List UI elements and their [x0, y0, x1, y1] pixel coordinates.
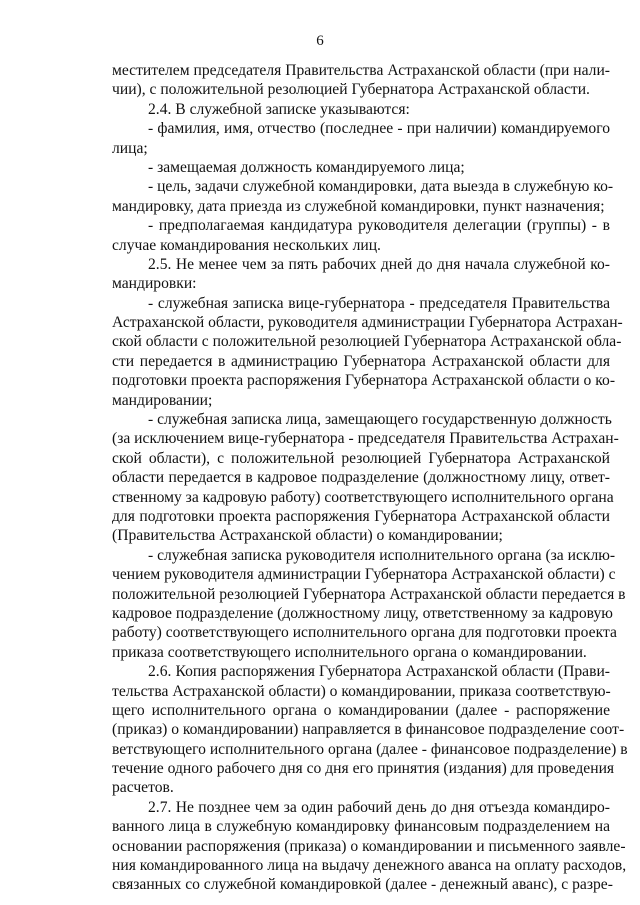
text-line: (за исключением вице-губернатора - председателя Правительства Астрахан-	[112, 430, 619, 448]
text-line: 2.6. Копия распоряжения Губернатора Астраханской области (Прави-	[148, 663, 610, 681]
text-line: подготовки проекта распоряжения Губернатора Астраханской области о ко-	[112, 372, 616, 390]
text-line: ния командированного лица на выдачу денежного аванса на оплату расходов,	[112, 857, 627, 875]
text-line: (приказ) о командировании) направляется в финансовое подразделение соот-	[112, 721, 625, 739]
text-line: мандировки:	[112, 275, 197, 293]
text-line: ветствующего исполнительного органа (далее - финансовое подразделение) в	[112, 740, 628, 758]
text-line: - предполагаемая кандидатура руководителя делегации (группы) - в	[148, 217, 610, 235]
text-line: работу) соответствующего исполнительного органа для подготовки проекта	[112, 624, 617, 642]
text-line: для подготовки проекта распоряжения Губернатора Астраханской области	[112, 507, 610, 525]
text-line: (Правительства Астраханской области) о командировании;	[112, 527, 503, 545]
text-line: - служебная записка лица, замещающего государственную должность	[148, 411, 612, 429]
text-line: мандировании;	[112, 391, 213, 409]
text-line: - служебная записка вице-губернатора - председателя Правительства	[148, 294, 610, 312]
text-line: случае командирования нескольких лиц.	[112, 236, 381, 254]
text-line: кадровое подразделение (должностному лицу, ответственному за кадровую	[112, 604, 613, 622]
text-line: 2.4. В служебной записке указываются:	[148, 100, 410, 118]
text-line: мандировку, дата приезда из служебной командировки, пункт назначения;	[112, 197, 605, 215]
text-line: основании распоряжения (приказа) о командировании и письменного заявле-	[112, 837, 626, 855]
text-line: тельства Астраханской области) о командировании, приказа соответствую-	[112, 682, 611, 700]
text-line: чением руководителя администрации Губернатора Астраханской области) с	[112, 566, 616, 584]
text-line: чии), с положительной резолюцией Губернатора Астраханской области.	[112, 81, 590, 99]
text-line: ственному за кадровую работу) соответствующего исполнительного органа	[112, 488, 614, 506]
text-line: расчетов.	[112, 779, 174, 797]
text-line: Астраханской области, руководителя администрации Губернатора Астрахан-	[112, 314, 623, 332]
text-line: области передается в кадровое подразделение (должностному лицу, ответ-	[112, 469, 610, 487]
text-line: течение одного рабочего дня со дня его принятия (издания) для проведения	[112, 760, 615, 778]
text-line: местителем председателя Правительства Астраханской области (при нали-	[112, 62, 610, 79]
document-body	[112, 61, 628, 895]
text-line: 2.5. Не менее чем за пять рабочих дней до дня начала служебной ко-	[148, 255, 610, 273]
text-line: лица;	[112, 139, 148, 157]
text-line: - замещаемая должность командируемого лица;	[148, 158, 465, 176]
text-line: приказа соответствующего исполнительного органа о командировании.	[112, 643, 587, 661]
text-line: связанных со служебной командировкой (далее - денежный аванс), с разре-	[112, 876, 613, 894]
text-line: - цель, задачи служебной командировки, дата выезда в служебную ко-	[148, 178, 614, 196]
text-line: - фамилия, имя, отчество (последнее - при наличии) командируемого	[148, 120, 610, 138]
page-number: 6	[316, 33, 324, 49]
text-line: ской области с положительной резолюцией Губернатора Астраханской обла-	[112, 333, 622, 351]
text-line: ской области), с положительной резолюцией Губернатора Астраханской	[112, 449, 610, 467]
text-line: щего исполнительного органа о командировании (далее - распоряжение	[112, 701, 610, 719]
text-line: ванного лица в служебную командировку финансовым подразделением на	[112, 818, 610, 836]
text-line: положительной резолюцией Губернатора Астраханской области передается в	[112, 585, 626, 603]
text-line: сти передается в администрацию Губернатора Астраханской области для	[112, 352, 610, 370]
text-line: 2.7. Не позднее чем за один рабочий день до дня отъезда командиро-	[148, 798, 610, 816]
text-line: - служебная записка руководителя исполнительного органа (за исклю-	[148, 546, 616, 564]
